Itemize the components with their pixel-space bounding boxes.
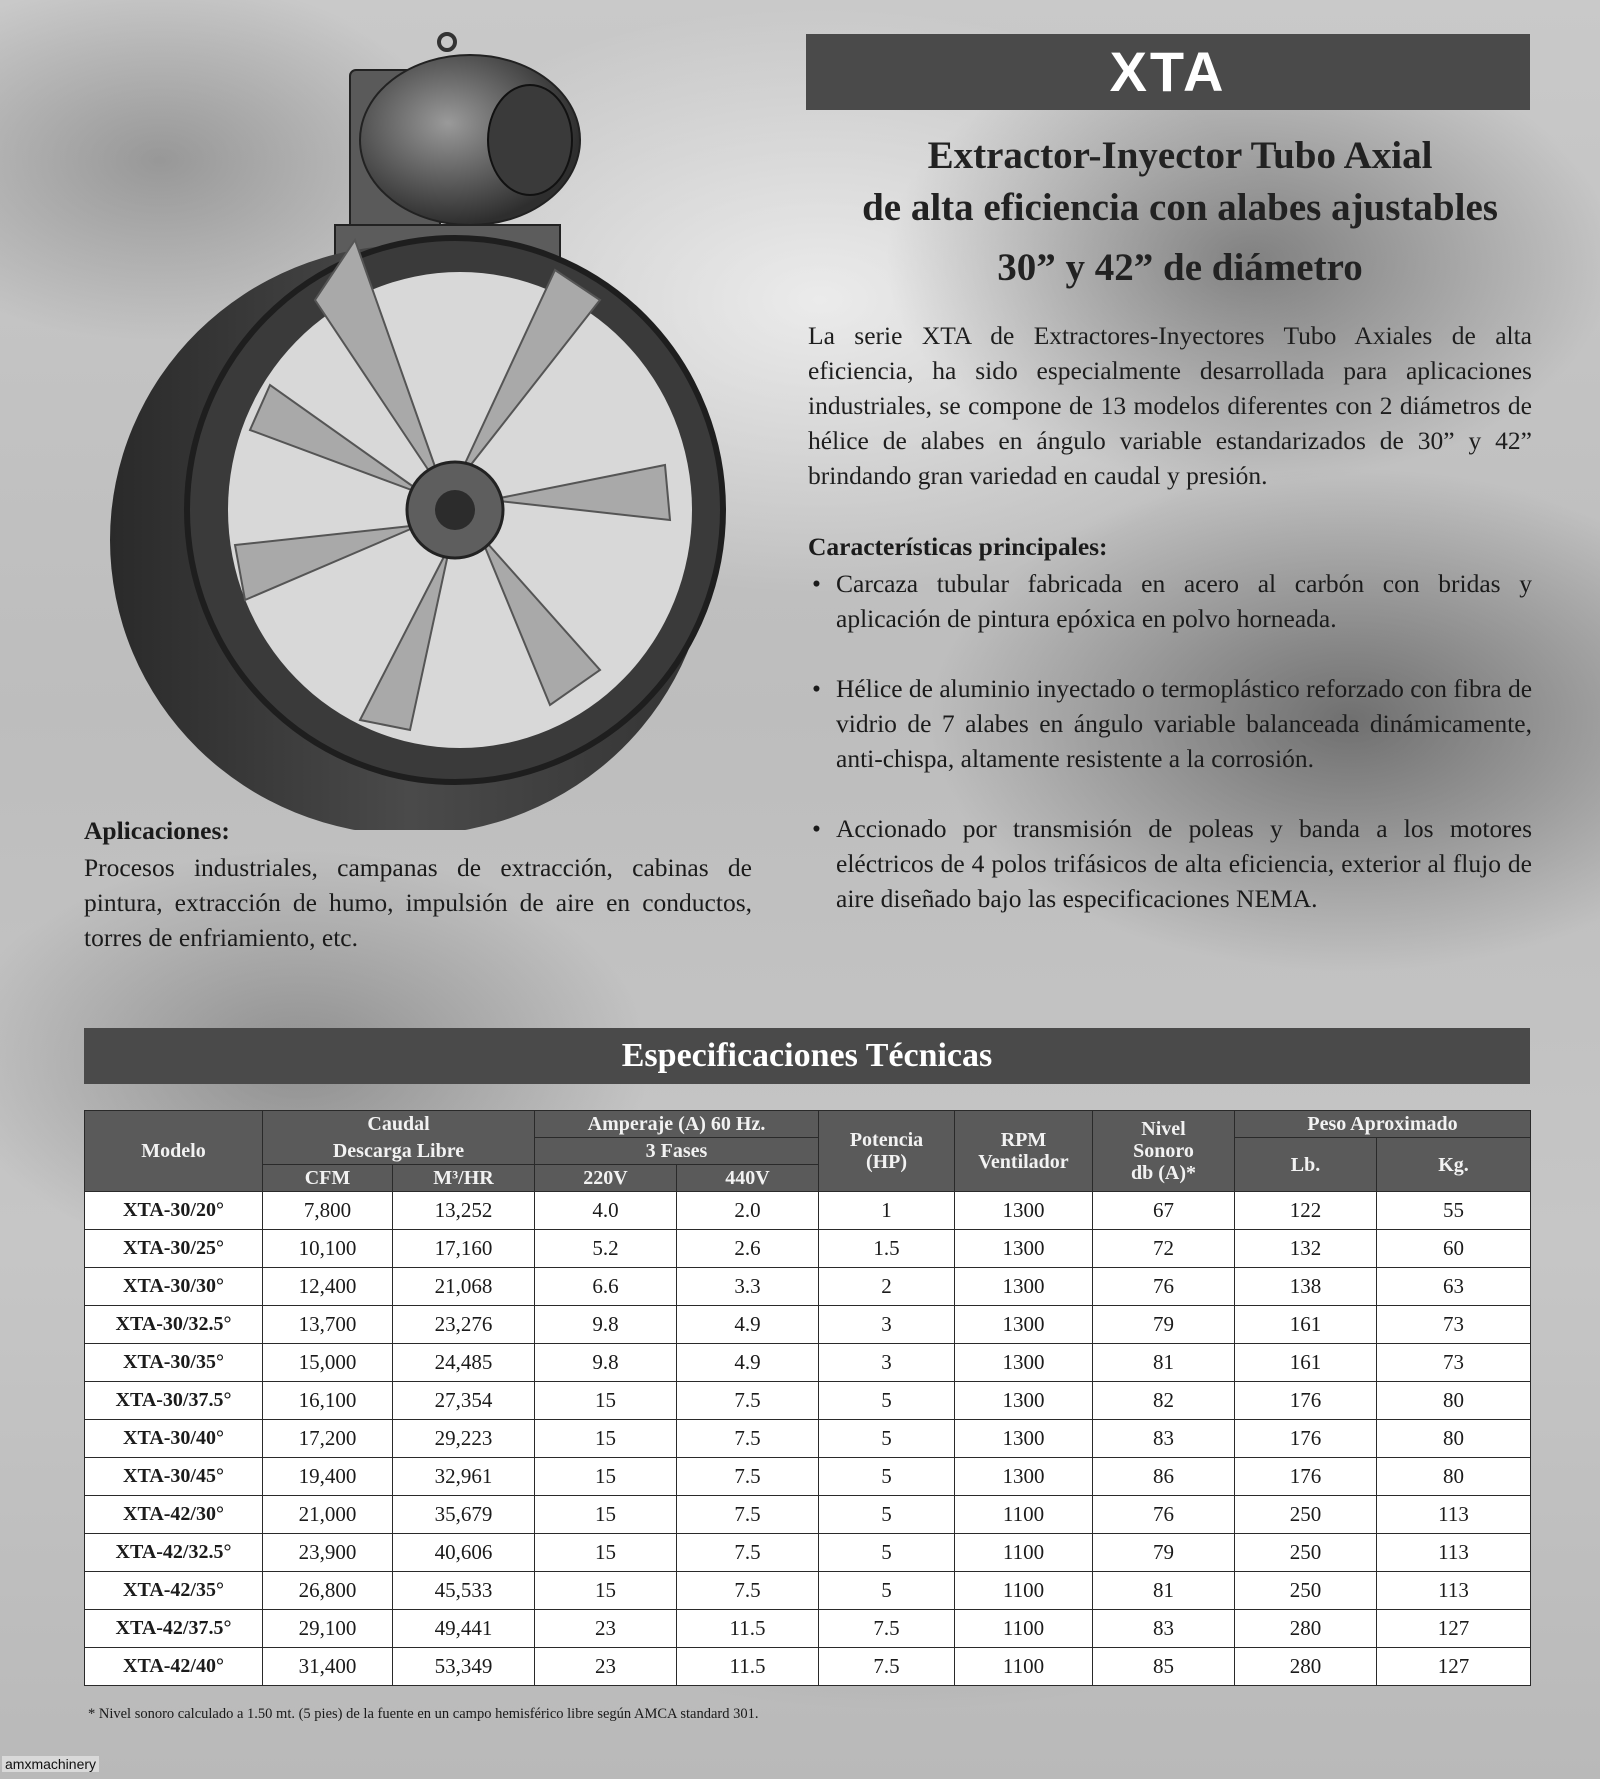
table-row	[85, 1458, 1531, 1496]
cell-db: 86	[1093, 1458, 1235, 1496]
cell-lb: 122	[1235, 1192, 1377, 1230]
title-line-3: 30” y 42” de diámetro	[997, 246, 1363, 289]
cell-model: XTA-30/37.5°	[85, 1382, 263, 1420]
footnote: * Nivel sonoro calculado a 1.50 mt. (5 pies) de la fuente en un campo hemisférico libre según AMCA standard 301.	[88, 1706, 759, 1722]
table-row	[85, 1534, 1531, 1572]
cell-a440: 2.0	[677, 1192, 819, 1230]
header-nivel-sonoro: Nivel Sonoro db (A)*	[1093, 1111, 1235, 1192]
cell-a220: 9.8	[535, 1306, 677, 1344]
cell-a440: 7.5	[677, 1534, 819, 1572]
cell-a440: 7.5	[677, 1458, 819, 1496]
features-heading: Características principales:	[808, 532, 1108, 561]
cell-cfm: 13,700	[263, 1306, 393, 1344]
cell-rpm: 1300	[955, 1192, 1093, 1230]
cell-a220: 15	[535, 1420, 677, 1458]
cell-lb: 176	[1235, 1458, 1377, 1496]
header-caudal: Caudal	[263, 1111, 535, 1138]
header-rpm: RPM Ventilador	[955, 1111, 1093, 1192]
cell-rpm: 1100	[955, 1496, 1093, 1534]
cell-kg: 73	[1377, 1344, 1531, 1382]
cell-m3: 21,068	[393, 1268, 535, 1306]
feature-item: • Carcaza tubular fabricada en acero al carbón con bridas y aplicación de pintura epóxica en polvo horneada.	[808, 566, 1532, 636]
cell-model: XTA-30/30°	[85, 1268, 263, 1306]
axial-fan-image	[110, 30, 760, 830]
table-row	[85, 1648, 1531, 1686]
cell-m3: 40,606	[393, 1534, 535, 1572]
applications-text: Procesos industriales, campanas de extracción, cabinas de pintura, extracción de humo, impulsión de aire en conductos, torres de enfriamiento, etc.	[84, 853, 752, 952]
cell-db: 82	[1093, 1382, 1235, 1420]
cell-m3: 17,160	[393, 1230, 535, 1268]
watermark: amxmachinery	[2, 1756, 99, 1772]
cell-db: 76	[1093, 1496, 1235, 1534]
header-220v: 220V	[535, 1165, 677, 1192]
features-list	[808, 566, 1532, 951]
cell-model: XTA-30/25°	[85, 1230, 263, 1268]
cell-a220: 4.0	[535, 1192, 677, 1230]
cell-cfm: 23,900	[263, 1534, 393, 1572]
cell-model: XTA-42/35°	[85, 1572, 263, 1610]
cell-a220: 15	[535, 1534, 677, 1572]
cell-a440: 7.5	[677, 1382, 819, 1420]
header-peso: Peso Aproximado	[1235, 1111, 1531, 1138]
cell-db: 81	[1093, 1572, 1235, 1610]
table-row	[85, 1192, 1531, 1230]
cell-model: XTA-30/45°	[85, 1458, 263, 1496]
cell-db: 67	[1093, 1192, 1235, 1230]
cell-m3: 29,223	[393, 1420, 535, 1458]
cell-m3: 49,441	[393, 1610, 535, 1648]
cell-cfm: 7,800	[263, 1192, 393, 1230]
cell-cfm: 15,000	[263, 1344, 393, 1382]
cell-lb: 250	[1235, 1534, 1377, 1572]
cell-lb: 161	[1235, 1306, 1377, 1344]
cell-model: XTA-42/32.5°	[85, 1534, 263, 1572]
applications-heading: Aplicaciones:	[84, 816, 230, 845]
cell-hp: 7.5	[819, 1610, 955, 1648]
cell-kg: 113	[1377, 1496, 1531, 1534]
specs-table-body	[85, 1192, 1531, 1686]
cell-lb: 250	[1235, 1496, 1377, 1534]
cell-cfm: 12,400	[263, 1268, 393, 1306]
cell-model: XTA-30/20°	[85, 1192, 263, 1230]
cell-a220: 15	[535, 1572, 677, 1610]
cell-lb: 138	[1235, 1268, 1377, 1306]
cell-a220: 6.6	[535, 1268, 677, 1306]
cell-hp: 2	[819, 1268, 955, 1306]
cell-cfm: 21,000	[263, 1496, 393, 1534]
cell-db: 83	[1093, 1610, 1235, 1648]
table-row	[85, 1230, 1531, 1268]
cell-a440: 4.9	[677, 1306, 819, 1344]
cell-cfm: 29,100	[263, 1610, 393, 1648]
cell-db: 76	[1093, 1268, 1235, 1306]
table-row	[85, 1344, 1531, 1382]
cell-kg: 73	[1377, 1306, 1531, 1344]
table-row	[85, 1572, 1531, 1610]
cell-kg: 55	[1377, 1192, 1531, 1230]
cell-a440: 4.9	[677, 1344, 819, 1382]
table-row	[85, 1382, 1531, 1420]
cell-m3: 32,961	[393, 1458, 535, 1496]
cell-model: XTA-42/40°	[85, 1648, 263, 1686]
cell-db: 72	[1093, 1230, 1235, 1268]
cell-a220: 5.2	[535, 1230, 677, 1268]
table-row	[85, 1306, 1531, 1344]
cell-lb: 250	[1235, 1572, 1377, 1610]
table-row	[85, 1610, 1531, 1648]
header-cfm: CFM	[263, 1165, 393, 1192]
header-modelo: Modelo	[85, 1111, 263, 1192]
header-m3hr: M³/HR	[393, 1165, 535, 1192]
cell-m3: 35,679	[393, 1496, 535, 1534]
cell-hp: 1.5	[819, 1230, 955, 1268]
cell-db: 79	[1093, 1534, 1235, 1572]
product-title	[790, 130, 1570, 294]
cell-a220: 15	[535, 1382, 677, 1420]
cell-rpm: 1300	[955, 1382, 1093, 1420]
cell-rpm: 1300	[955, 1230, 1093, 1268]
cell-hp: 5	[819, 1496, 955, 1534]
cell-m3: 27,354	[393, 1382, 535, 1420]
cell-lb: 280	[1235, 1648, 1377, 1686]
cell-hp: 5	[819, 1420, 955, 1458]
header-fases: 3 Fases	[535, 1138, 819, 1165]
cell-lb: 176	[1235, 1420, 1377, 1458]
cell-m3: 24,485	[393, 1344, 535, 1382]
cell-db: 85	[1093, 1648, 1235, 1686]
cell-hp: 5	[819, 1458, 955, 1496]
cell-lb: 176	[1235, 1382, 1377, 1420]
cell-kg: 127	[1377, 1648, 1531, 1686]
cell-a220: 23	[535, 1610, 677, 1648]
cell-rpm: 1100	[955, 1534, 1093, 1572]
cell-model: XTA-30/40°	[85, 1420, 263, 1458]
cell-hp: 7.5	[819, 1648, 955, 1686]
cell-a440: 7.5	[677, 1572, 819, 1610]
cell-lb: 132	[1235, 1230, 1377, 1268]
cell-a440: 3.3	[677, 1268, 819, 1306]
cell-kg: 80	[1377, 1420, 1531, 1458]
cell-db: 83	[1093, 1420, 1235, 1458]
cell-db: 79	[1093, 1306, 1235, 1344]
cell-cfm: 16,100	[263, 1382, 393, 1420]
cell-m3: 23,276	[393, 1306, 535, 1344]
header-descarga: Descarga Libre	[263, 1138, 535, 1165]
cell-rpm: 1300	[955, 1344, 1093, 1382]
feature-item: • Hélice de aluminio inyectado o termoplástico reforzado con fibra de vidrio de 7 alabes en ángulo variable balanceada dinámicamente, anti-chispa, altamente resistente a la corrosión.	[808, 671, 1532, 776]
cell-cfm: 26,800	[263, 1572, 393, 1610]
cell-hp: 3	[819, 1306, 955, 1344]
cell-a440: 2.6	[677, 1230, 819, 1268]
model-badge: XTA	[806, 34, 1530, 110]
cell-a440: 11.5	[677, 1648, 819, 1686]
header-440v: 440V	[677, 1165, 819, 1192]
cell-rpm: 1300	[955, 1268, 1093, 1306]
header-kg: Kg.	[1377, 1138, 1531, 1192]
header-potencia: Potencia (HP)	[819, 1111, 955, 1192]
cell-cfm: 17,200	[263, 1420, 393, 1458]
table-row	[85, 1268, 1531, 1306]
feature-item: • Accionado por transmisión de poleas y banda a los motores eléctricos de 4 polos trifásicos de alta eficiencia, exterior al flujo de aire diseñado bajo las especificaciones NEMA.	[808, 811, 1532, 916]
header-amperaje: Amperaje (A) 60 Hz.	[535, 1111, 819, 1138]
cell-m3: 45,533	[393, 1572, 535, 1610]
cell-a220: 15	[535, 1496, 677, 1534]
cell-hp: 1	[819, 1192, 955, 1230]
cell-m3: 13,252	[393, 1192, 535, 1230]
cell-model: XTA-30/35°	[85, 1344, 263, 1382]
cell-kg: 63	[1377, 1268, 1531, 1306]
cell-lb: 161	[1235, 1344, 1377, 1382]
intro-paragraph: La serie XTA de Extractores-Inyectores Tubo Axiales de alta eficiencia, ha sido especialmente desarrollada para aplicaciones industriales, se compone de 13 modelos diferentes con 2 diámetros de hélice de alabes en ángulo variable estandarizados de 30” y 42” brindando gran variedad en caudal y presión.	[808, 321, 1532, 490]
cell-a440: 7.5	[677, 1420, 819, 1458]
cell-rpm: 1300	[955, 1458, 1093, 1496]
cell-model: XTA-30/32.5°	[85, 1306, 263, 1344]
cell-hp: 5	[819, 1534, 955, 1572]
cell-cfm: 31,400	[263, 1648, 393, 1686]
cell-cfm: 19,400	[263, 1458, 393, 1496]
cell-kg: 80	[1377, 1382, 1531, 1420]
cell-kg: 113	[1377, 1572, 1531, 1610]
table-row	[85, 1420, 1531, 1458]
table-row	[85, 1496, 1531, 1534]
specs-title: Especificaciones Técnicas	[84, 1028, 1530, 1084]
cell-rpm: 1100	[955, 1610, 1093, 1648]
title-line-1: Extractor-Inyector Tubo Axial	[927, 134, 1433, 177]
cell-kg: 60	[1377, 1230, 1531, 1268]
cell-hp: 3	[819, 1344, 955, 1382]
specs-table	[84, 1110, 1531, 1686]
cell-a440: 7.5	[677, 1496, 819, 1534]
cell-kg: 113	[1377, 1534, 1531, 1572]
cell-lb: 280	[1235, 1610, 1377, 1648]
cell-rpm: 1100	[955, 1572, 1093, 1610]
cell-model: XTA-42/37.5°	[85, 1610, 263, 1648]
cell-a220: 23	[535, 1648, 677, 1686]
cell-kg: 127	[1377, 1610, 1531, 1648]
cell-model: XTA-42/30°	[85, 1496, 263, 1534]
cell-hp: 5	[819, 1572, 955, 1610]
header-lb: Lb.	[1235, 1138, 1377, 1192]
cell-rpm: 1300	[955, 1306, 1093, 1344]
cell-rpm: 1100	[955, 1648, 1093, 1686]
cell-kg: 80	[1377, 1458, 1531, 1496]
cell-hp: 5	[819, 1382, 955, 1420]
cell-a220: 9.8	[535, 1344, 677, 1382]
title-line-2: de alta eficiencia con alabes ajustables	[862, 186, 1498, 229]
cell-m3: 53,349	[393, 1648, 535, 1686]
cell-db: 81	[1093, 1344, 1235, 1382]
cell-rpm: 1300	[955, 1420, 1093, 1458]
cell-a440: 11.5	[677, 1610, 819, 1648]
cell-cfm: 10,100	[263, 1230, 393, 1268]
cell-a220: 15	[535, 1458, 677, 1496]
